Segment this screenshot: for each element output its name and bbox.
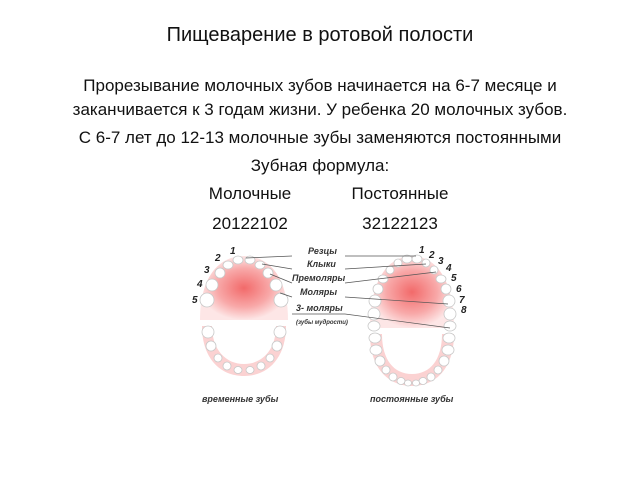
- milk-label: Молочные: [208, 184, 292, 203]
- right-number-2: 2: [429, 250, 435, 261]
- left-number-2: 2: [215, 253, 221, 264]
- canines-label: Клыки: [307, 259, 336, 269]
- permanent-lower-jaw: [369, 333, 455, 386]
- third-molars-label: 3- моляры: [296, 303, 343, 313]
- right-number-4: 4: [446, 263, 452, 274]
- formula-heading: Зубная формула:: [250, 156, 390, 175]
- eruption-paragraph: Прорезывание молочных зубов начинается на 6-7 месяце и заканчивается к 3 годам жизни. У ребенка 20 молочных зубов.: [72, 76, 568, 119]
- right-number-8: 8: [461, 305, 467, 316]
- right-number-5: 5: [451, 273, 457, 284]
- temporary-lower-jaw: [202, 326, 286, 376]
- temporary-upper-jaw: [200, 256, 288, 320]
- left-number-1: 1: [230, 246, 236, 257]
- premolars-label: Премоляры: [292, 273, 346, 283]
- teeth-diagram: [180, 238, 470, 408]
- permanent-label: Постоянные: [351, 184, 449, 203]
- right-number-7: 7: [459, 295, 465, 306]
- temporary-teeth-caption: временные зубы: [202, 394, 279, 404]
- permanent-formula: 32122123: [362, 214, 438, 233]
- left-number-5: 5: [192, 295, 198, 306]
- left-number-4: 4: [197, 279, 203, 290]
- milk-formula: 20122102: [212, 214, 288, 233]
- right-number-1: 1: [419, 245, 425, 256]
- permanent-teeth-caption: постоянные зубы: [370, 394, 454, 404]
- page-title: Пищеварение в ротовой полости: [166, 24, 474, 46]
- incisors-label: Резцы: [308, 246, 337, 256]
- wisdom-teeth-label: (зубы мудрости): [296, 320, 348, 326]
- left-number-3: 3: [204, 265, 210, 276]
- right-number-3: 3: [438, 256, 444, 267]
- replacement-paragraph: С 6-7 лет до 12-13 молочные зубы заменяются постоянными: [78, 128, 562, 147]
- molars-label: Моляры: [300, 287, 338, 297]
- right-number-6: 6: [456, 284, 462, 295]
